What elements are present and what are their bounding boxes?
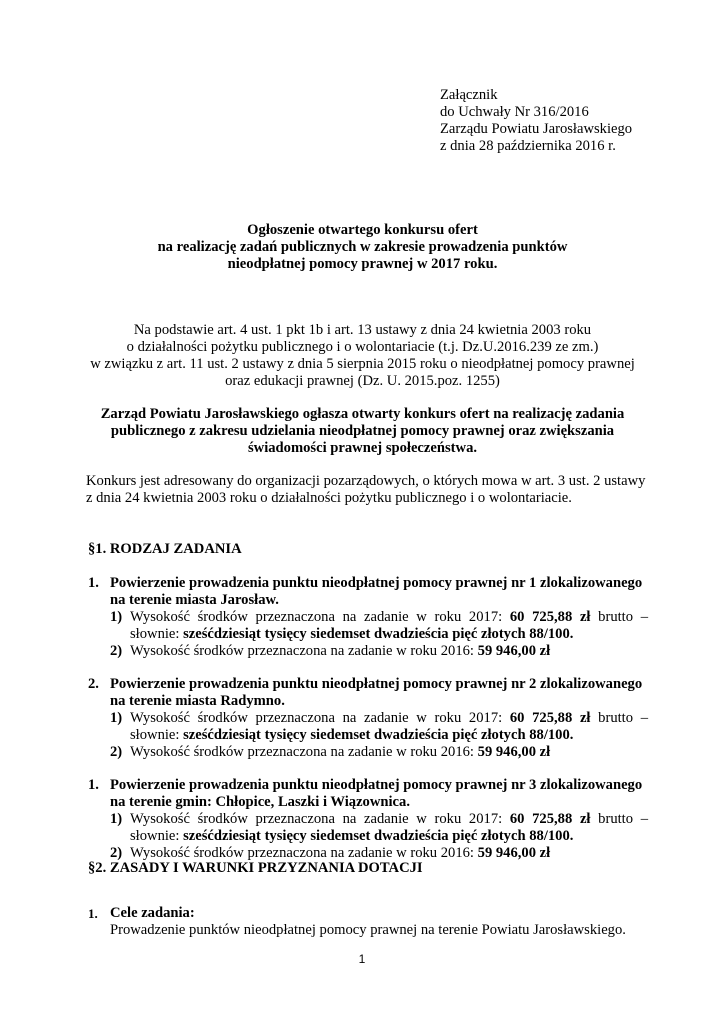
announcement-line: publicznego z zakresu udzielania nieodpłatnej pomocy prawnej oraz zwiększania [110,423,615,439]
amount-2016: 59 946,00 zł [477,744,551,760]
document-title [60,222,665,273]
title-line: nieodpłatnej pomocy prawnej w 2017 roku. [227,256,498,272]
task-title-line: na terenie gmin: Chłopice, Laszki i Wiązownica. [110,794,410,810]
attachment-line: Załącznik [440,87,498,103]
announcement [60,406,665,457]
legal-line: w związku z art. 11 ust. 2 ustawy z dnia 5 sierpnia 2015 roku o nieodpłatnej pomocy prawnej [90,356,635,372]
attachment-line: do Uchwały Nr 316/2016 [440,104,589,120]
subitem-text: Wysokość środków przeznaczona na zadanie w roku 2017: [130,609,510,625]
amount-2017: 60 725,88 zł [509,609,591,625]
task-subitem [110,744,648,761]
amount-words: sześćdziesiąt tysięcy siedemset dwadzieścia pięć złotych 88/100. [183,727,574,743]
amount-2017: 60 725,88 zł [509,811,591,827]
task-title-line: Powierzenie prowadzenia punktu nieodpłatnej pomocy prawnej nr 3 zlokalizowanego [110,777,643,793]
amount-words: sześćdziesiąt tysięcy siedemset dwadzieścia pięć złotych 88/100. [183,626,574,642]
task-item [88,676,648,761]
task-subitem [110,811,648,845]
subitem-number: 1) [110,811,123,827]
legal-line: o działalności pożytku publicznego i o wolontariacie (t.j. Dz.U.2016.239 ze zm.) [126,339,599,355]
subitem-number: 2) [110,845,123,861]
task-item [88,777,648,862]
goals-title: Cele zadania: [110,905,195,921]
goals-text: Prowadzenie punktów nieodpłatnej pomocy prawnej na terenie Powiatu Jarosławskiego. [110,922,626,938]
section2-heading: §2. ZASADY I WARUNKI PRZYZNANIA DOTACJI [88,860,423,876]
task-title-line: na terenie miasta Radymno. [110,693,285,709]
subitem-number: 2) [110,643,123,659]
task-title-line: Powierzenie prowadzenia punktu nieodpłatnej pomocy prawnej nr 1 zlokalizowanego [110,575,643,591]
task-item [88,575,648,660]
page-number: 1 [358,952,366,966]
subitem-number: 2) [110,744,123,760]
subitem-text: Wysokość środków przeznaczona na zadanie w roku 2016: [130,643,478,659]
goals-number: 1. [88,906,98,921]
task-number: 1. [88,777,99,793]
task-title-line: Powierzenie prowadzenia punktu nieodpłatnej pomocy prawnej nr 2 zlokalizowanego [110,676,643,692]
addressed-line: z dnia 24 kwietnia 2003 roku o działalności pożytku publicznego i o wolontariacie. [86,490,572,506]
subitem-text: brutto – słownie: [130,811,648,844]
subitem-number: 1) [110,710,123,726]
amount-2016: 59 946,00 zł [477,643,551,659]
amount-2017: 60 725,88 zł [509,710,591,726]
task-title-line: na terenie miasta Jarosław. [110,592,279,608]
announcement-line: świadomości prawnej społeczeństwa. [247,440,478,456]
subitem-text: brutto – słownie: [130,609,648,642]
task-number: 2. [88,676,99,692]
title-line: na realizację zadań publicznych w zakresie prowadzenia punktów [157,239,568,255]
announcement-line: Zarząd Powiatu Jarosławskiego ogłasza otwarty konkurs ofert na realizację zadania [100,406,625,422]
task-subitem [110,609,648,643]
attachment-line: z dnia 28 października 2016 r. [440,138,616,154]
subitem-text: brutto – słownie: [130,710,648,743]
legal-line: Na podstawie art. 4 ust. 1 pkt 1b i art. 13 ustawy z dnia 24 kwietnia 2003 roku [133,322,592,338]
attachment-line: Zarządu Powiatu Jarosławskiego [440,121,633,137]
legal-basis [40,322,685,390]
legal-line: oraz edukacji prawnej (Dz. U. 2015.poz. 1255) [225,373,500,389]
task-subitem [110,643,648,660]
addressed-paragraph [86,473,646,507]
subitem-number: 1) [110,609,123,625]
subitem-text: Wysokość środków przeznaczona na zadanie w roku 2016: [130,845,478,861]
task-number: 1. [88,575,99,591]
amount-2016: 59 946,00 zł [477,845,551,861]
subitem-text: Wysokość środków przeznaczona na zadanie w roku 2017: [130,710,510,726]
amount-words: sześćdziesiąt tysięcy siedemset dwadzieścia pięć złotych 88/100. [183,828,574,844]
subitem-text: Wysokość środków przeznaczona na zadanie w roku 2016: [130,744,478,760]
attachment-header [440,87,710,155]
title-line: Ogłoszenie otwartego konkursu ofert [247,222,478,238]
goals-item [88,905,648,939]
subitem-text: Wysokość środków przeznaczona na zadanie w roku 2017: [130,811,510,827]
section1-heading: §1. RODZAJ ZADANIA [88,541,242,557]
task-subitem [110,710,648,744]
addressed-line: Konkurs jest adresowany do organizacji pozarządowych, o których mowa w art. 3 ust. 2 ustawy [86,473,646,489]
